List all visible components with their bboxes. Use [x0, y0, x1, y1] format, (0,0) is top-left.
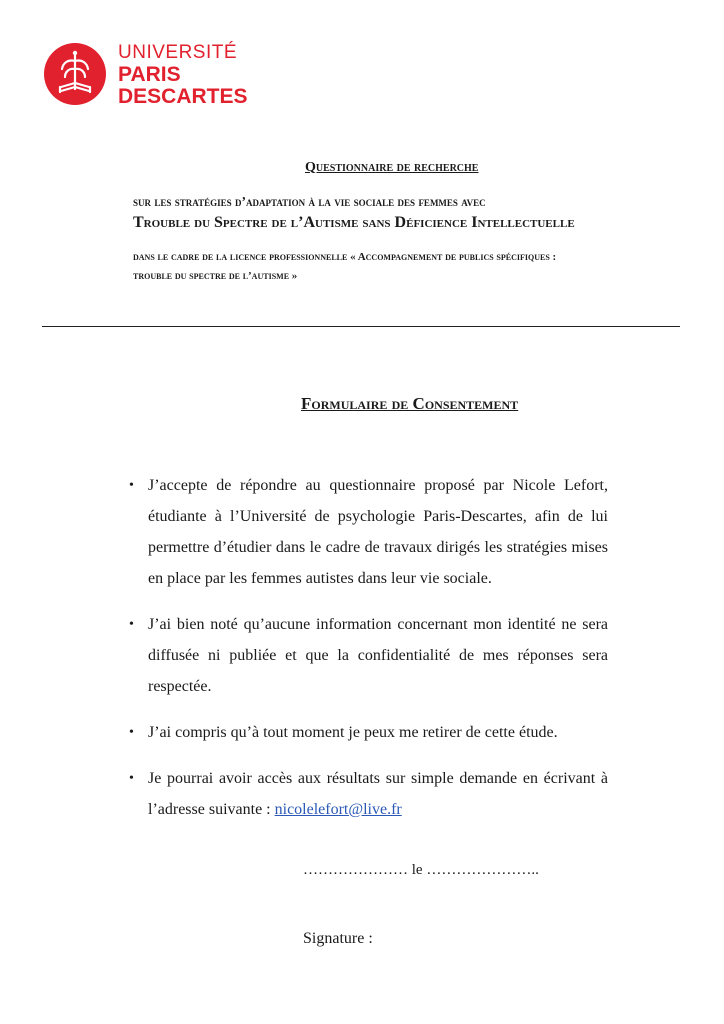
context-line-2: trouble du spectre de l’autisme »	[133, 270, 298, 282]
horizontal-divider	[42, 326, 680, 327]
document-subtitle-line-1: sur les stratégies d’adaptation à la vie sociale des femmes avec	[133, 194, 486, 209]
bullet-icon: •	[129, 771, 134, 786]
consent-item-1	[129, 470, 608, 594]
bullet-icon: •	[129, 725, 134, 740]
consent-item-text: Je pourrai avoir accès aux résultats sur simple demande en écrivant à l’adresse suivante :	[148, 770, 608, 818]
date-place-line: ………………… le …………………..	[303, 862, 539, 878]
form-title: Formulaire de Consentement	[301, 394, 519, 413]
university-emblem-icon	[44, 43, 106, 105]
signature-label: Signature :	[303, 930, 373, 947]
contact-email-link[interactable]: nicolelefort@live.fr	[274, 801, 402, 818]
logo-line-2: PARIS	[118, 63, 181, 86]
consent-item-text: J’ai bien noté qu’aucune information concernant mon identité ne sera diffusée ni publiée et que la confidentialité de mes réponses sera respectée.	[148, 616, 608, 695]
consent-item-text: J’accepte de répondre au questionnaire proposé par Nicole Lefort, étudiante à l’Université de psychologie Paris-Descartes, afin de lui permettre d’étudier dans le cadre de travaux dirigés les stratégies mises en place par les femmes autistes dans leur vie sociale.	[148, 477, 608, 587]
consent-item-text: J’ai compris qu’à tout moment je peux me retirer de cette étude.	[148, 724, 558, 741]
context-line-1: dans le cadre de la licence professionnelle « Accompagnement de publics spécifiques :	[133, 251, 557, 263]
consent-item-4	[129, 763, 608, 825]
university-name	[118, 42, 248, 108]
consent-list	[129, 470, 608, 840]
consent-item-3	[129, 717, 608, 748]
university-logo	[44, 40, 248, 112]
document-title: Questionnaire de recherche	[305, 160, 479, 175]
logo-line-1: UNIVERSITÉ	[118, 42, 238, 63]
bullet-icon: •	[129, 617, 134, 632]
bullet-icon: •	[129, 478, 134, 493]
logo-line-3: DESCARTES	[118, 85, 248, 108]
consent-item-2	[129, 609, 608, 702]
document-subtitle-line-2: Trouble du Spectre de l’Autisme sans Déficience Intellectuelle	[133, 214, 575, 231]
